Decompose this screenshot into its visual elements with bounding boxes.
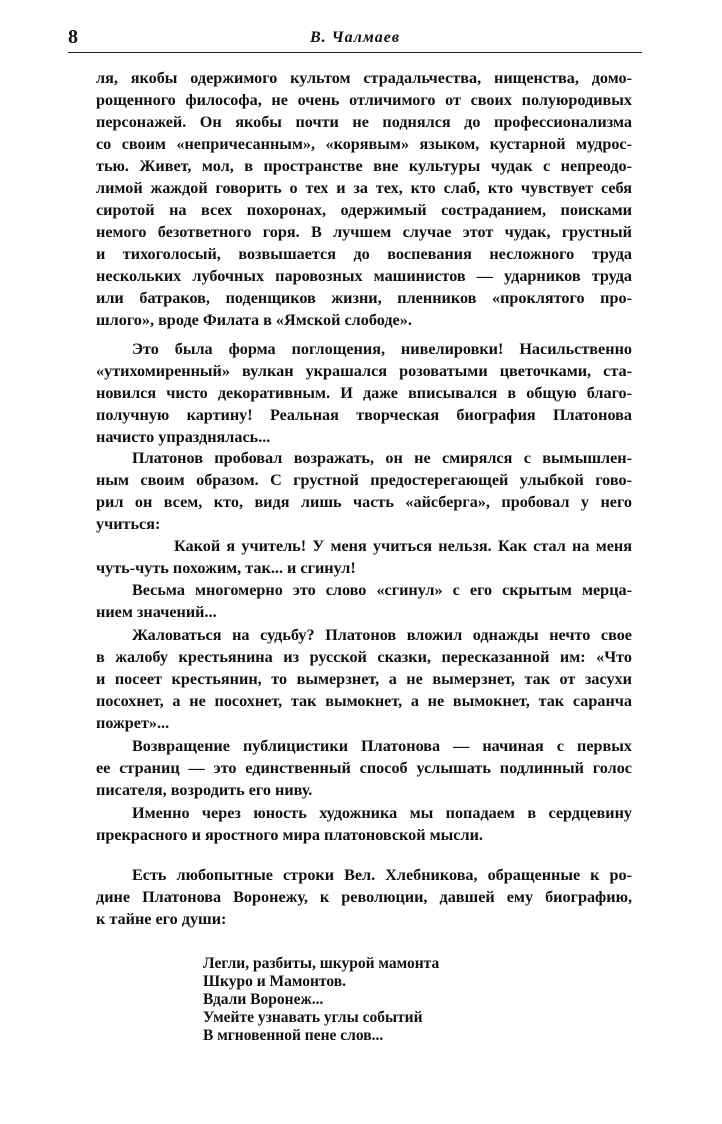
verse-line: Вдали Воронеж... bbox=[203, 991, 324, 1008]
text-line: со своим «непричесанным», «корявым» языком, кустарной мудрос- bbox=[96, 135, 632, 153]
quote-line: Какой я учитель! У меня учиться нельзя. Как стал на меня bbox=[174, 537, 632, 555]
header-rule bbox=[68, 52, 642, 53]
text-line: «утихомиренный» вулкан украшался розоватыми цветочками, ста- bbox=[96, 362, 632, 380]
text-line: сиротой на всех похоронах, одержимый состраданием, поисками bbox=[96, 201, 632, 219]
text-line: дине Платонова Воронежу, к революции, давшей ему биографию, bbox=[96, 888, 632, 906]
page-number: 8 bbox=[68, 26, 78, 48]
text-line: получную картину! Реальная творческая биография Платонова bbox=[96, 406, 632, 424]
text-line: в жалобу крестьянина из русской сказки, пересказанной им: «Что bbox=[96, 648, 632, 666]
text-line: шлого», вроде Филата в «Ямской слободе». bbox=[96, 311, 412, 329]
text-line: Это была форма поглощения, нивелировки! Насильственно bbox=[132, 340, 632, 358]
quote-line: чуть-чуть похожим, так... и сгинул! bbox=[96, 559, 356, 577]
text-line: или батраков, поденщиков жизни, пленников «проклятого про- bbox=[96, 289, 632, 307]
text-line: писателя, возродить его ниву. bbox=[96, 781, 313, 799]
text-line: лимой жаждой говорить о тех и за тех, кто слаб, кто чувствует себя bbox=[96, 179, 632, 197]
text-line: Платонов пробовал возражать, он не смирялся с вымышлен- bbox=[132, 449, 632, 467]
text-line: ным своим образом. С грустной предостерегающей улыбкой гово- bbox=[96, 471, 632, 489]
text-line: начисто упразднялась... bbox=[96, 428, 271, 446]
verse-line: Шкуро и Мамонтов. bbox=[203, 973, 346, 990]
text-line: посохнет, а не посохнет, так вымокнет, а не вымокнет, так саранча bbox=[96, 692, 632, 710]
verse-line: Легли, разбиты, шкурой мамонта bbox=[203, 955, 440, 972]
text-line: ля, якобы одержимого культом страдальчества, нищенства, домо- bbox=[96, 69, 632, 87]
text-line: нескольких лубочных паровозных машинистов — ударников труда bbox=[96, 267, 632, 285]
text-line: Жаловаться на судьбу? Платонов вложил однажды нечто свое bbox=[132, 626, 632, 644]
text-line: и тихоголосый, возвышается до воспевания несложного труда bbox=[96, 245, 632, 263]
text-line: нием значений... bbox=[96, 603, 217, 621]
verse-line: В мгновенной пене слов... bbox=[203, 1027, 384, 1044]
text-line: рил он всем, кто, видя лишь часть «айсберга», пробовал у него bbox=[96, 493, 632, 511]
text-line: рощенного философа, не очень отличимого от своих полуюродивых bbox=[96, 91, 632, 109]
verse-line: Умейте узнавать углы событий bbox=[203, 1009, 423, 1026]
text-line: Есть любопытные строки Вел. Хлебникова, обращенные к ро- bbox=[132, 866, 632, 884]
text-line: и посеет крестьянин, то вымерзнет, а не вымерзнет, так от засухи bbox=[96, 670, 632, 688]
text-line: ее страниц — это единственный способ услышать подлинный голос bbox=[96, 759, 632, 777]
text-line: Возвращение публицистики Платонова — начиная с первых bbox=[132, 737, 632, 755]
poem-quote bbox=[203, 955, 533, 1045]
text-line: пожрет»... bbox=[96, 714, 170, 732]
text-line: тью. Живет, мол, в пространстве вне культуры чудак с непреодо- bbox=[96, 157, 632, 175]
text-line: учиться: bbox=[96, 515, 161, 533]
text-line: новился чисто декоративным. И даже вписывался в общую благо- bbox=[96, 384, 632, 402]
running-head: В. Чалмаев bbox=[309, 29, 401, 46]
text-line: немого безответного горя. В лучшем случае этот чудак, грустный bbox=[96, 223, 632, 241]
text-line: Именно через юность художника мы попадаем в сердцевину bbox=[132, 804, 632, 822]
text-line: персонажей. Он якобы почти не поднялся до профессионализма bbox=[96, 113, 632, 131]
text-line: Весьма многомерно это слово «сгинул» с его скрытым мерца- bbox=[132, 581, 632, 599]
text-line: прекрасного и яростного мира платоновской мысли. bbox=[96, 826, 483, 844]
text-line: к тайне его души: bbox=[96, 910, 227, 928]
